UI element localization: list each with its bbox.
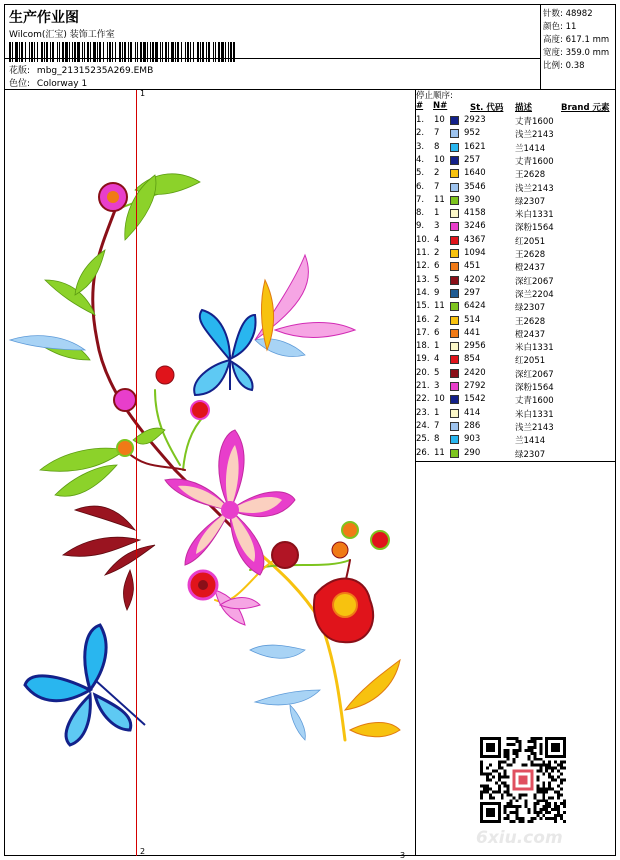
- col-code: St. 代码: [470, 103, 504, 113]
- row-code: 3546: [464, 181, 486, 192]
- row-code: 3246: [464, 221, 486, 232]
- color-swatch: [450, 129, 459, 138]
- row-needle: 4: [434, 354, 440, 365]
- stats-panel: [540, 5, 616, 89]
- row-index: 13.: [416, 274, 430, 285]
- row-desc: 兰1414: [515, 143, 546, 154]
- row-desc: 橙2437: [515, 329, 546, 340]
- color-swatch: [450, 395, 459, 404]
- row-index: 21.: [416, 381, 430, 391]
- colorway-label: 色位:: [9, 79, 31, 89]
- row-code: 257: [464, 154, 481, 165]
- row-index: 5.: [416, 168, 425, 179]
- table-row: [416, 234, 616, 247]
- design-row: [9, 63, 153, 76]
- row-code: 514: [464, 314, 481, 325]
- row-code: 441: [464, 327, 481, 338]
- color-swatch: [450, 369, 459, 378]
- row-needle: 5: [434, 274, 440, 285]
- qr-code: [480, 737, 566, 823]
- row-desc: 浅兰2143: [515, 183, 554, 194]
- row-code: 451: [464, 261, 481, 272]
- row-needle: 1: [434, 407, 440, 418]
- row-needle: 11: [434, 194, 445, 205]
- row-needle: 11: [434, 447, 445, 458]
- row-needle: 10: [434, 115, 445, 125]
- table-row: [416, 433, 616, 446]
- row-code: 286: [464, 420, 481, 431]
- row-desc: 深红2067: [515, 369, 554, 380]
- color-swatch: [450, 449, 459, 458]
- row-code: 1542: [464, 394, 486, 405]
- row-needle: 10: [434, 394, 445, 405]
- row-index: 14.: [416, 287, 430, 298]
- row-desc: 王2628: [515, 170, 546, 181]
- colorway-row: [9, 76, 87, 89]
- col-hash: #: [416, 101, 424, 111]
- center-guide-line: [136, 90, 137, 856]
- row-desc: 丈青1600: [515, 117, 554, 127]
- table-row: [416, 340, 616, 353]
- row-code: 6424: [464, 301, 486, 312]
- row-desc: 橙2437: [515, 263, 546, 274]
- color-swatch: [450, 316, 459, 325]
- row-needle: 6: [434, 327, 440, 338]
- row-index: 15.: [416, 301, 430, 312]
- row-needle: 10: [434, 154, 445, 165]
- row-needle: 2: [434, 168, 440, 179]
- row-needle: 1: [434, 341, 440, 352]
- table-row: [416, 194, 616, 207]
- row-needle: 7: [434, 128, 440, 139]
- row-needle: 11: [434, 301, 445, 312]
- color-swatch: [450, 183, 459, 192]
- row-needle: 7: [434, 420, 440, 431]
- row-desc: 丈青1600: [515, 396, 554, 407]
- table-row: [416, 127, 616, 140]
- canvas-mark-2: 2: [140, 847, 146, 856]
- design-preview: [5, 90, 415, 856]
- row-index: 20.: [416, 367, 430, 378]
- row-index: 4.: [416, 154, 425, 165]
- row-code: 4367: [464, 234, 486, 245]
- color-swatch: [450, 342, 459, 351]
- row-index: 26.: [416, 447, 430, 458]
- divider: [5, 58, 540, 59]
- row-needle: 3: [434, 381, 440, 391]
- row-code: 952: [464, 128, 481, 139]
- row-desc: 深兰2204: [515, 289, 554, 300]
- colorway-value: Colorway 1: [36, 79, 88, 89]
- table-row: [416, 167, 616, 180]
- table-row: [416, 420, 616, 433]
- row-code: 4158: [464, 208, 486, 219]
- row-desc: 红2051: [515, 236, 546, 247]
- stat-stitches: 针数: 48982: [543, 9, 593, 19]
- col-desc: 描述: [515, 103, 533, 113]
- color-swatch: [450, 116, 459, 125]
- stat-height: 高度: 617.1 mm: [543, 35, 610, 45]
- row-desc: 浅兰2143: [515, 422, 554, 433]
- row-needle: 7: [434, 181, 440, 192]
- row-code: 2420: [464, 367, 486, 378]
- canvas-mark-1: 1: [140, 89, 146, 98]
- color-swatch: [450, 169, 459, 178]
- color-swatch: [450, 143, 459, 152]
- canvas-mark-3: 3: [400, 851, 406, 860]
- color-swatch: [450, 329, 459, 338]
- software-label: Wilcom(汇宝) 装饰工作室: [9, 30, 115, 40]
- color-swatch: [450, 409, 459, 418]
- row-needle: 4: [434, 234, 440, 245]
- stat-colors: 颜色: 11: [543, 22, 577, 32]
- row-code: 4202: [464, 274, 486, 285]
- row-code: 290: [464, 447, 481, 458]
- row-code: 2792: [464, 381, 486, 391]
- color-swatch: [450, 382, 459, 391]
- table-row: [416, 260, 616, 273]
- table-row: [416, 181, 616, 194]
- color-swatch: [450, 262, 459, 271]
- color-swatch: [450, 289, 459, 298]
- table-row: [416, 141, 616, 154]
- row-desc: 深粉1564: [515, 223, 554, 234]
- color-swatch: [450, 302, 459, 311]
- table-row: [416, 287, 616, 300]
- table-row: [416, 407, 616, 420]
- color-swatch: [450, 435, 459, 444]
- row-desc: 绿2307: [515, 303, 546, 314]
- row-desc: 绿2307: [515, 196, 546, 207]
- table-row: [416, 274, 616, 287]
- row-desc: 王2628: [515, 316, 546, 327]
- row-needle: 2: [434, 314, 440, 325]
- table-row: [416, 367, 616, 380]
- table-row: [416, 247, 616, 260]
- table-row: [416, 114, 616, 127]
- divider: [415, 461, 616, 462]
- table-row: [416, 393, 616, 406]
- row-needle: 2: [434, 248, 440, 258]
- row-index: 16.: [416, 314, 430, 325]
- row-desc: 浅兰2143: [515, 130, 554, 141]
- row-code: 1621: [464, 141, 486, 152]
- row-code: 903: [464, 434, 481, 445]
- row-code: 2923: [464, 115, 486, 125]
- design-value: mbg_21315235A269.EMB: [36, 66, 154, 76]
- row-index: 7.: [416, 194, 425, 205]
- row-code: 1640: [464, 168, 486, 179]
- row-index: 18.: [416, 341, 430, 352]
- row-needle: 8: [434, 434, 440, 445]
- row-index: 9.: [416, 221, 425, 232]
- row-index: 24.: [416, 420, 430, 431]
- stat-width: 宽度: 359.0 mm: [543, 48, 610, 58]
- row-index: 6.: [416, 181, 425, 192]
- row-desc: 绿2307: [515, 449, 546, 460]
- row-desc: 红2051: [515, 356, 546, 367]
- table-row: [416, 314, 616, 327]
- color-swatch: [450, 222, 459, 231]
- row-index: 2.: [416, 128, 425, 139]
- row-index: 1.: [416, 115, 425, 125]
- row-index: 23.: [416, 407, 430, 418]
- color-swatch: [450, 156, 459, 165]
- header-left: [5, 5, 540, 89]
- row-code: 1094: [464, 248, 486, 258]
- row-desc: 米白1331: [515, 343, 554, 354]
- row-desc: 深红2067: [515, 276, 554, 287]
- row-index: 19.: [416, 354, 430, 365]
- row-index: 10.: [416, 234, 430, 245]
- row-needle: 9: [434, 287, 440, 298]
- table-row: [416, 220, 616, 233]
- row-index: 3.: [416, 141, 425, 152]
- color-swatch: [450, 276, 459, 285]
- embroidery-artwork: [5, 90, 415, 856]
- row-desc: 米白1331: [515, 210, 554, 221]
- row-index: 22.: [416, 394, 430, 405]
- table-row: [416, 207, 616, 220]
- color-swatch: [450, 355, 459, 364]
- watermark-logo: 6xiu.com: [476, 828, 563, 848]
- design-label: 花版:: [9, 66, 31, 76]
- color-swatch: [450, 249, 459, 258]
- row-needle: 5: [434, 367, 440, 378]
- table-row: [416, 154, 616, 167]
- stop-sequence-title: 停止顺序:: [416, 91, 453, 101]
- table-row: [416, 327, 616, 340]
- row-code: 2956: [464, 341, 486, 352]
- row-needle: 8: [434, 141, 440, 152]
- row-desc: 王2628: [515, 250, 546, 260]
- row-desc: 兰1414: [515, 436, 546, 447]
- row-desc: 米白1331: [515, 409, 554, 420]
- row-index: 12.: [416, 261, 430, 272]
- row-index: 8.: [416, 208, 425, 219]
- table-row: [416, 353, 616, 366]
- row-index: 11.: [416, 248, 430, 258]
- stat-scale: 比例: 0.38: [543, 61, 585, 71]
- col-n: N#: [433, 101, 448, 111]
- row-code: 854: [464, 354, 481, 365]
- table-row: [416, 447, 616, 460]
- page-title: 生产作业图: [9, 10, 79, 26]
- color-swatch: [450, 236, 459, 245]
- row-needle: 6: [434, 261, 440, 272]
- row-code: 297: [464, 287, 481, 298]
- row-code: 390: [464, 194, 481, 205]
- table-row: [416, 380, 616, 393]
- row-desc: 丈青1600: [515, 156, 554, 167]
- col-brand: Brand 元素: [561, 103, 610, 113]
- row-code: 414: [464, 407, 481, 418]
- row-index: 17.: [416, 327, 430, 338]
- table-row: [416, 300, 616, 313]
- row-index: 25.: [416, 434, 430, 445]
- row-needle: 1: [434, 208, 440, 219]
- color-swatch: [450, 196, 459, 205]
- row-desc: 深粉1564: [515, 383, 554, 393]
- row-needle: 3: [434, 221, 440, 232]
- color-swatch: [450, 209, 459, 218]
- barcode: [9, 42, 235, 62]
- color-swatch: [450, 422, 459, 431]
